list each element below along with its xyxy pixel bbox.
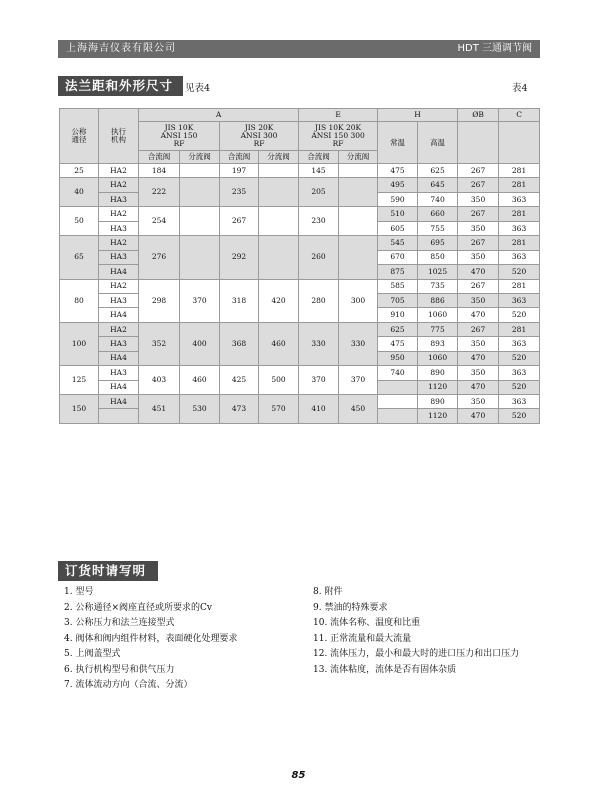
header-bar: [58, 40, 540, 58]
table-row: [60, 178, 540, 192]
cell-c: 281: [499, 236, 540, 250]
cell-h1: 495: [378, 178, 418, 192]
order-item: 8. 附件: [313, 587, 343, 597]
cell-a3: 368: [220, 322, 259, 365]
table-row: [60, 236, 540, 250]
cell-a4: [259, 207, 299, 236]
product-name: HDT 三通调节阀: [457, 43, 532, 54]
cell-a3: 235: [220, 178, 259, 207]
cell-c: 281: [499, 207, 540, 221]
cell-h2: 1120: [418, 380, 458, 394]
cell-b: 267: [458, 164, 499, 178]
cell-b: 267: [458, 322, 499, 336]
section-title-ordering: 订货时请写明: [58, 561, 158, 581]
cell-act: HA4: [99, 351, 139, 365]
header-standard-2: JIS 20K ANSI 300 RF: [220, 122, 299, 151]
cell-h2: 890: [418, 366, 458, 380]
table-body: [60, 164, 540, 424]
cell-a2: 530: [180, 395, 220, 424]
cell-a1: 298: [139, 279, 180, 322]
order-item: 9. 禁油的特殊要求: [313, 602, 388, 613]
cell-e2: 330: [339, 322, 378, 365]
cell-c: 520: [499, 380, 540, 394]
cell-act: HA4: [99, 380, 139, 394]
cell-a1: 403: [139, 366, 180, 395]
cell-h1: [378, 395, 418, 409]
cell-h2: 775: [418, 322, 458, 336]
header-group-b: ØB: [458, 109, 499, 122]
cell-e1: 410: [299, 395, 339, 424]
cell-b: 267: [458, 279, 499, 293]
cell-act: [99, 409, 139, 424]
cell-a1: 276: [139, 236, 180, 279]
cell-act: HA4: [99, 265, 139, 279]
cell-act: HA3: [99, 250, 139, 264]
dimension-table: [59, 108, 540, 424]
cell-b: 267: [458, 207, 499, 221]
header-nominal-diameter: 公称 通径: [60, 109, 99, 164]
table-header: [60, 109, 540, 164]
order-item: 2. 公称通径×阀座直径或所要求的Cv: [64, 602, 212, 613]
cell-dn: 25: [60, 164, 99, 178]
cell-e2: 300: [339, 279, 378, 322]
header-diverting: 分流阀: [180, 151, 220, 164]
cell-b: 470: [458, 265, 499, 279]
cell-h1: 705: [378, 293, 418, 307]
order-item: 13. 流体粘度，流体是否有固体杂质: [313, 664, 457, 675]
cell-dn: 40: [60, 178, 99, 207]
cell-e1: 145: [299, 164, 339, 178]
cell-a3: 473: [220, 395, 259, 424]
header-diverting: 分流阀: [339, 151, 378, 164]
cell-act: HA3: [99, 192, 139, 206]
header-normal-temp: 常温: [378, 122, 418, 164]
cell-a3: 292: [220, 236, 259, 279]
cell-dn: 50: [60, 207, 99, 236]
cell-h2: 1060: [418, 308, 458, 322]
cell-b: 267: [458, 178, 499, 192]
cell-c: 363: [499, 192, 540, 206]
see-table-note: 见表4: [185, 83, 211, 94]
cell-c: 363: [499, 250, 540, 264]
cell-h1: 950: [378, 351, 418, 365]
cell-e1: 260: [299, 236, 339, 279]
cell-e1: 330: [299, 322, 339, 365]
order-item: 10. 流体名称、温度和比重: [313, 618, 421, 628]
header-standard-3: JIS 10K 20K ANSI 150 300 RF: [299, 122, 378, 151]
cell-h2: 660: [418, 207, 458, 221]
cell-h1: 875: [378, 265, 418, 279]
cell-a1: 184: [139, 164, 180, 178]
cell-b: 350: [458, 192, 499, 206]
order-item: 12. 流体压力，最小和最大时的进口压力和出口压力: [313, 649, 520, 659]
header-high-temp: 高温: [418, 122, 458, 164]
cell-c: 363: [499, 221, 540, 235]
cell-b: 470: [458, 308, 499, 322]
header-actuator: 执行 机构: [99, 109, 139, 164]
cell-e2: 450: [339, 395, 378, 424]
cell-b: 350: [458, 395, 499, 409]
cell-c: 281: [499, 164, 540, 178]
cell-act: HA4: [99, 308, 139, 322]
cell-h2: 735: [418, 279, 458, 293]
cell-e2: [339, 178, 378, 207]
cell-h2: 695: [418, 236, 458, 250]
cell-h1: 510: [378, 207, 418, 221]
cell-h2: 625: [418, 164, 458, 178]
cell-h1: 670: [378, 250, 418, 264]
cell-dn: 150: [60, 395, 99, 424]
cell-a1: 352: [139, 322, 180, 365]
cell-dn: 65: [60, 236, 99, 279]
cell-act: HA2: [99, 178, 139, 192]
cell-a2: [180, 236, 220, 279]
page-number: 85: [291, 770, 306, 781]
cell-b: 350: [458, 250, 499, 264]
order-item: 4. 阀体和阀内组件材料，表面硬化处理要求: [64, 633, 238, 644]
order-item: 3. 公称压力和法兰连接型式: [64, 618, 175, 628]
cell-h2: 850: [418, 250, 458, 264]
cell-b: 267: [458, 236, 499, 250]
header-group-a: A: [139, 109, 299, 122]
cell-act: HA3: [99, 293, 139, 307]
cell-a4: 460: [259, 322, 299, 365]
cell-e2: [339, 164, 378, 178]
cell-e2: 370: [339, 366, 378, 395]
cell-h2: 893: [418, 337, 458, 351]
section-title-dimensions: 法兰距和外形尺寸: [58, 76, 183, 96]
cell-c: 281: [499, 178, 540, 192]
cell-e2: [339, 236, 378, 279]
cell-c: 363: [499, 337, 540, 351]
cell-a3: 425: [220, 366, 259, 395]
cell-act: HA2: [99, 236, 139, 250]
order-item: 7. 流体流动方向（合流、分流）: [64, 680, 193, 690]
cell-h2: 886: [418, 293, 458, 307]
cell-b: 350: [458, 293, 499, 307]
cell-h2: 755: [418, 221, 458, 235]
cell-c: 281: [499, 322, 540, 336]
order-item: 1. 型号: [64, 587, 94, 597]
cell-dn: 100: [60, 322, 99, 365]
cell-e1: 280: [299, 279, 339, 322]
cell-e2: [339, 207, 378, 236]
cell-h1: 585: [378, 279, 418, 293]
cell-h2: 645: [418, 178, 458, 192]
cell-e1: 370: [299, 366, 339, 395]
header-group-e: E: [299, 109, 378, 122]
header-diverting: 分流阀: [259, 151, 299, 164]
cell-act: HA2: [99, 322, 139, 336]
cell-a4: [259, 236, 299, 279]
cell-b: 350: [458, 221, 499, 235]
cell-b: 350: [458, 366, 499, 380]
cell-h2: 1060: [418, 351, 458, 365]
header-c-blank: [499, 122, 540, 164]
header-group-h: H: [378, 109, 458, 122]
cell-a1: 451: [139, 395, 180, 424]
cell-b: 470: [458, 409, 499, 424]
table-row: [60, 164, 540, 178]
cell-c: 363: [499, 293, 540, 307]
header-group-c: C: [499, 109, 540, 122]
cell-h1: 590: [378, 192, 418, 206]
table-row: [60, 366, 540, 380]
cell-a4: [259, 164, 299, 178]
cell-h2: 740: [418, 192, 458, 206]
header-mixing: 合流阀: [220, 151, 259, 164]
table-row: [60, 207, 540, 221]
header-mixing: 合流阀: [299, 151, 339, 164]
cell-c: 520: [499, 308, 540, 322]
order-item: 11. 正常流量和最大流量: [313, 633, 412, 644]
header-standard-1: JIS 10K ANSI 150 RF: [139, 122, 220, 151]
cell-a3: 267: [220, 207, 259, 236]
cell-act: HA3: [99, 366, 139, 380]
cell-h2: 1025: [418, 265, 458, 279]
header-mixing: 合流阀: [139, 151, 180, 164]
cell-act: HA2: [99, 164, 139, 178]
cell-c: 363: [499, 395, 540, 409]
cell-act: HA2: [99, 207, 139, 221]
cell-c: 363: [499, 366, 540, 380]
cell-h2: 890: [418, 395, 458, 409]
cell-h1: 545: [378, 236, 418, 250]
header-b-blank: [458, 122, 499, 164]
table-label: 表4: [512, 83, 528, 94]
cell-a1: 222: [139, 178, 180, 207]
cell-h2: 1120: [418, 409, 458, 424]
cell-c: 520: [499, 409, 540, 424]
cell-a3: 318: [220, 279, 259, 322]
order-item: 5. 上阀盖型式: [64, 649, 121, 659]
cell-b: 470: [458, 380, 499, 394]
cell-a1: 254: [139, 207, 180, 236]
cell-act: HA4: [99, 395, 139, 409]
cell-a4: 500: [259, 366, 299, 395]
cell-c: 281: [499, 279, 540, 293]
cell-a4: 420: [259, 279, 299, 322]
cell-b: 350: [458, 337, 499, 351]
cell-a3: 197: [220, 164, 259, 178]
cell-dn: 80: [60, 279, 99, 322]
order-list-left: [64, 585, 237, 694]
cell-c: 520: [499, 265, 540, 279]
order-item: 6. 执行机构型号和供气压力: [64, 664, 175, 675]
cell-e1: 205: [299, 178, 339, 207]
cell-c: 520: [499, 351, 540, 365]
company-name: 上海海吉仪表有限公司: [66, 43, 176, 54]
cell-h1: [378, 409, 418, 424]
cell-a2: [180, 178, 220, 207]
cell-act: HA3: [99, 221, 139, 235]
cell-a4: 570: [259, 395, 299, 424]
cell-a4: [259, 178, 299, 207]
cell-act: HA3: [99, 337, 139, 351]
cell-a2: 400: [180, 322, 220, 365]
cell-a2: 460: [180, 366, 220, 395]
cell-a2: [180, 207, 220, 236]
cell-act: HA2: [99, 279, 139, 293]
table-row: [60, 322, 540, 336]
table-row: [60, 395, 540, 409]
cell-dn: 125: [60, 366, 99, 395]
order-list-right: [313, 585, 519, 678]
cell-h1: [378, 380, 418, 394]
cell-h1: 910: [378, 308, 418, 322]
cell-a2: [180, 164, 220, 178]
cell-h1: 625: [378, 322, 418, 336]
cell-h1: 740: [378, 366, 418, 380]
table-row: [60, 279, 540, 293]
cell-h1: 475: [378, 337, 418, 351]
cell-e1: 230: [299, 207, 339, 236]
cell-a2: 370: [180, 279, 220, 322]
cell-b: 470: [458, 351, 499, 365]
cell-h1: 605: [378, 221, 418, 235]
cell-h1: 475: [378, 164, 418, 178]
